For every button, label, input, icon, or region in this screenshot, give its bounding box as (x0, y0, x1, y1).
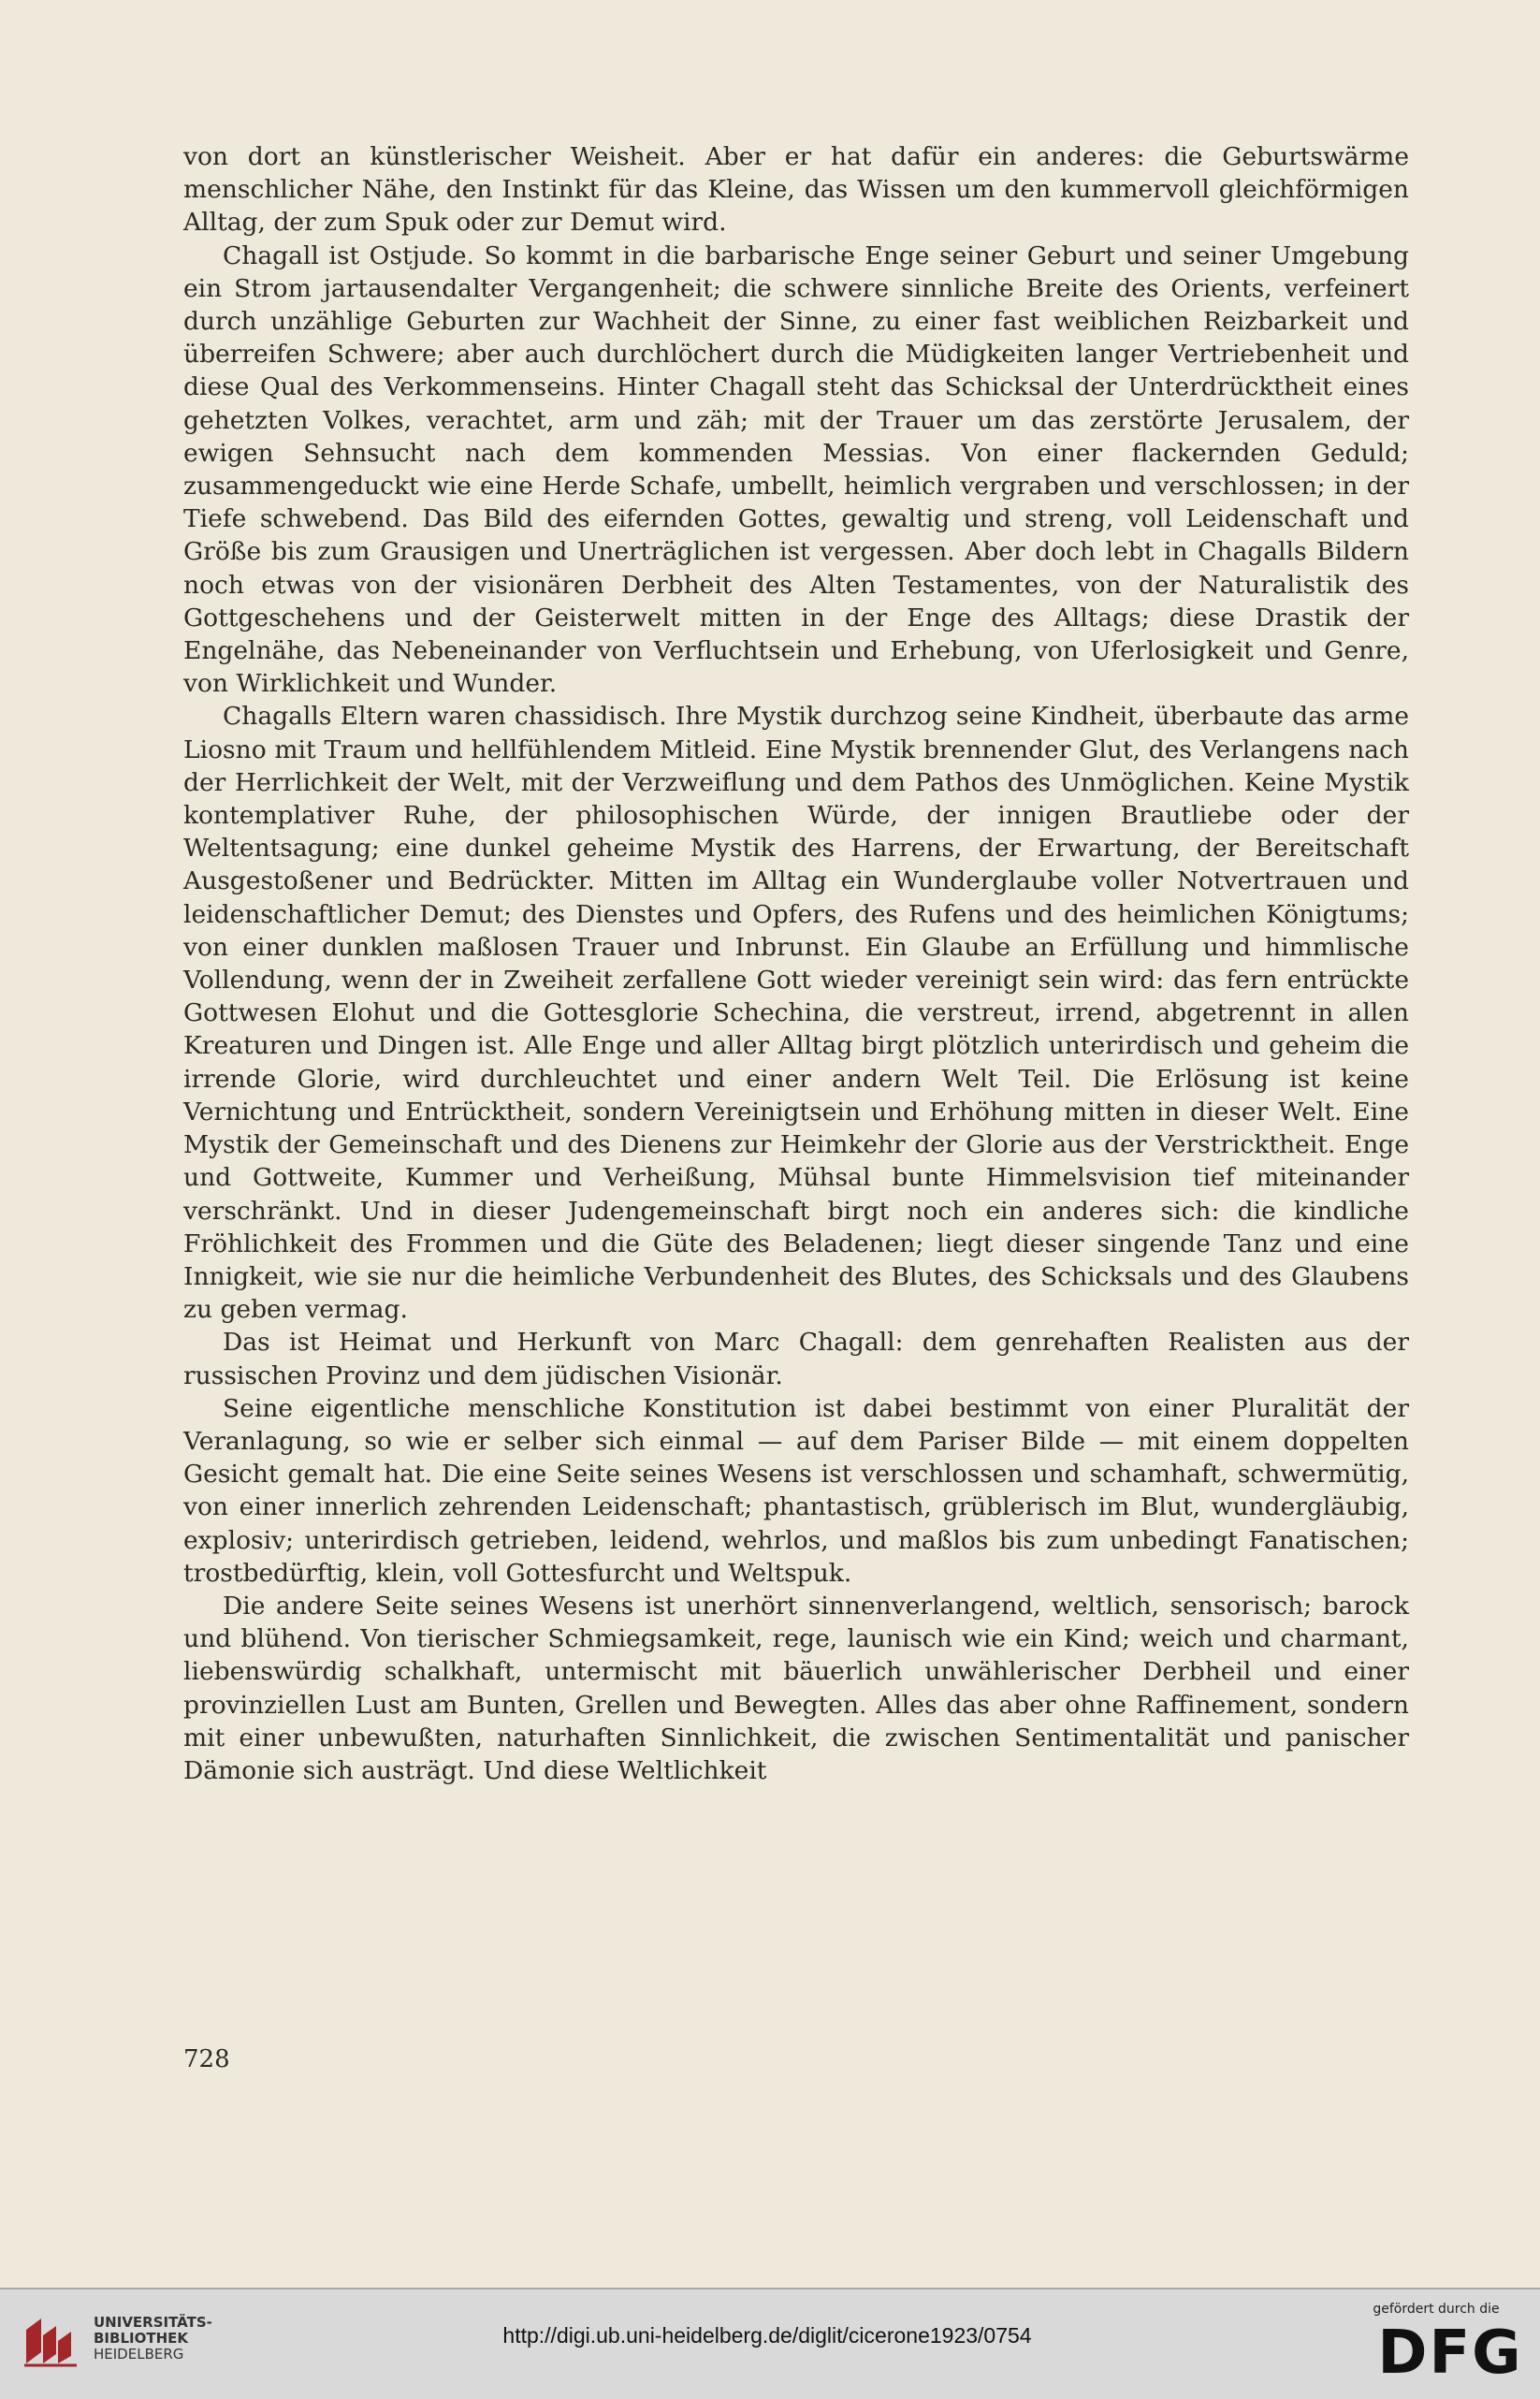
paragraph-4: Das ist Heimat und Herkunft von Marc Chagall: dem genrehaften Realisten aus der russischen Provinz und dem jüdischen Visionär. (183, 1328, 1409, 1390)
source-url-link[interactable]: http://digi.ub.uni-heidelberg.de/diglit/cicerone1923/0754 (502, 2323, 1032, 2348)
dfg-logo-icon (1368, 2319, 1533, 2380)
paragraph-2: Chagall ist Ostjude. So kommt in die barbarische Enge seiner Geburt und seiner Umgebung ein Strom jartausendalter Vergangenheit; die schwere sinnliche Breite des Orients, verfeinert durch unzählige Geburten zur Wachheit der Sinne, zu einer fast weiblichen Reizbarkeit und überreifen Schwere; aber auch durchlöchert durch die Müdigkeiten langer Vertriebenheit und diese Qual des Verkommenseins. Hinter Chagall steht das Schicksal der Unterdrücktheit eines gehetzten Volkes, verachtet, arm und zäh; mit der Trauer um das zerstörte Jerusalem, der ewigen Sehnsucht nach dem kommenden Messias. Von einer flackernden Geduld; zusammengeduckt wie eine Herde Schafe, umbellt, heimlich vergraben und verschlossen; in der Tiefe schwebend. Das Bild des eifernden Gottes, gewaltig und streng, voll Leidenschaft und Größe bis zum Grausigen und Unerträglichen ist vergessen. Aber doch lebt in Chagalls Bildern noch etwas von der visionären Derbheit des Alten Testamentes, von der Naturalistik des Gottgeschehens und der Geisterwelt mitten in der Enge des Alltags; diese Drastik der Engelnähe, das Nebeneinander von Verfluchtsein und Erhebung, von Uferlosigkeit und Genre, von Wirklichkeit und Wunder. (183, 240, 1409, 699)
paragraph-5: Seine eigentliche menschliche Konstitution ist dabei bestimmt von einer Pluralität der Veranlagung, so wie er selber sich einmal — auf dem Pariser Bilde — mit einem doppelten Gesicht gemalt hat. Die eine Seite seines Wesens ist verschlossen und schamhaft, schwermütig, von einer innerlich zehrenden Leidenschaft; phantastisch, grüblerisch im Blut, wundergläubig, explosiv; unterirdisch getrieben, leidend, wehrlos, und maßlos bis zum unbedingt Fanatischen; trostbedürftig, klein, voll Gottesfurcht und Weltspuk. (183, 1393, 1409, 1588)
library-line-2: BIBLIOTHEK (94, 2330, 188, 2347)
page-number: 728 (183, 2045, 230, 2073)
paragraph-6: Die andere Seite seines Wesens ist unerhört sinnenverlangend, weltlich, sensorisch; barock und blühend. Von tierischer Schmiegsamkeit, rege, launisch wie ein Kind; weich und charmant, liebenswürdig schalkhaft, untermischt mit bäuerlich unwählerischer Derbheil und einer provinziellen Lust am Bunten, Grellen und Bewegten. Alles das aber ohne Raffinement, sondern mit einer unbewußten, naturhaften Sinnlichkeit, die zwischen Sentimentalität und panischer Dämonie sich austrägt. Und diese Weltlichkeit (183, 1591, 1409, 1785)
library-line-3: HEIDELBERG (94, 2346, 184, 2363)
university-library-logo-icon (21, 2313, 82, 2369)
body-text (183, 140, 1409, 1787)
library-line-1: UNIVERSITÄTS- (94, 2314, 212, 2331)
paragraph-3: Chagalls Eltern waren chassidisch. Ihre Mystik durchzog seine Kindheit, überbaute das arme Liosno mit Traum und hellfühlendem Mitleid. Eine Mystik brennender Glut, des Verlangens nach der Herrlichkeit der Welt, mit der Verzweiflung und dem Pathos des Unmöglichen. Keine Mystik kontemplativer Ruhe, der philosophischen Würde, der innigen Brautliebe oder der Weltentsagung; eine dunkel geheime Mystik des Harrens, der Erwartung, der Bereitschaft Ausgestoßener und Bedrückter. Mitten im Alltag ein Wunderglaube voller Notvertrauen und leidenschaftlicher Demut; des Dienstes und Opfers, des Rufens und des heimlichen Königtums; von einer dunklen maßlosen Trauer und Inbrunst. Ein Glaube an Erfüllung und himmlische Vollendung, wenn der in Zweiheit zerfallene Gott wieder vereinigt sein wird: das fern entrückte Gottwesen Elohut und die Gottesglorie Schechina, die verstreut, irrend, abgetrennt in allen Kreaturen und Dingen ist. Alle Enge und aller Alltag birgt plötzlich unterirdisch und geheim die irrende Glorie, wird durchleuchtet und einer andern Welt Teil. Die Erlösung ist keine Vernichtung und Entrücktheit, sondern Vereinigtsein und Erhöhung mitten in dieser Welt. Eine Mystik der Gemeinschaft und des Dienens zur Heimkehr der Glorie aus der Verstricktheit. Enge und Gottweite, Kummer und Verheißung, Mühsal bunte Himmelsvision tief miteinander verschränkt. Und in dieser Judengemeinschaft birgt noch ein anderes sich: die kindliche Fröhlichkeit des Frommen und die Güte des Beladenen; liegt dieser singende Tanz und eine Innigkeit, wie sie nur die heimliche Verbundenheit des Blutes, des Schicksals und des Glaubens zu geben vermag. (183, 702, 1409, 1325)
library-name (94, 2315, 212, 2363)
dfg-logo-text: DFG (1377, 2319, 1523, 2380)
paragraph-1: von dort an künstlerischer Weisheit. Aber er hat dafür ein anderes: die Geburtswärme menschlicher Nähe, den Instinkt für das Kleine, das Wissen um den kummervoll gleichförmigen Alltag, der zum Spuk oder zur Demut wird. (183, 142, 1409, 238)
funded-by-label: gefördert durch die (1373, 2302, 1500, 2317)
